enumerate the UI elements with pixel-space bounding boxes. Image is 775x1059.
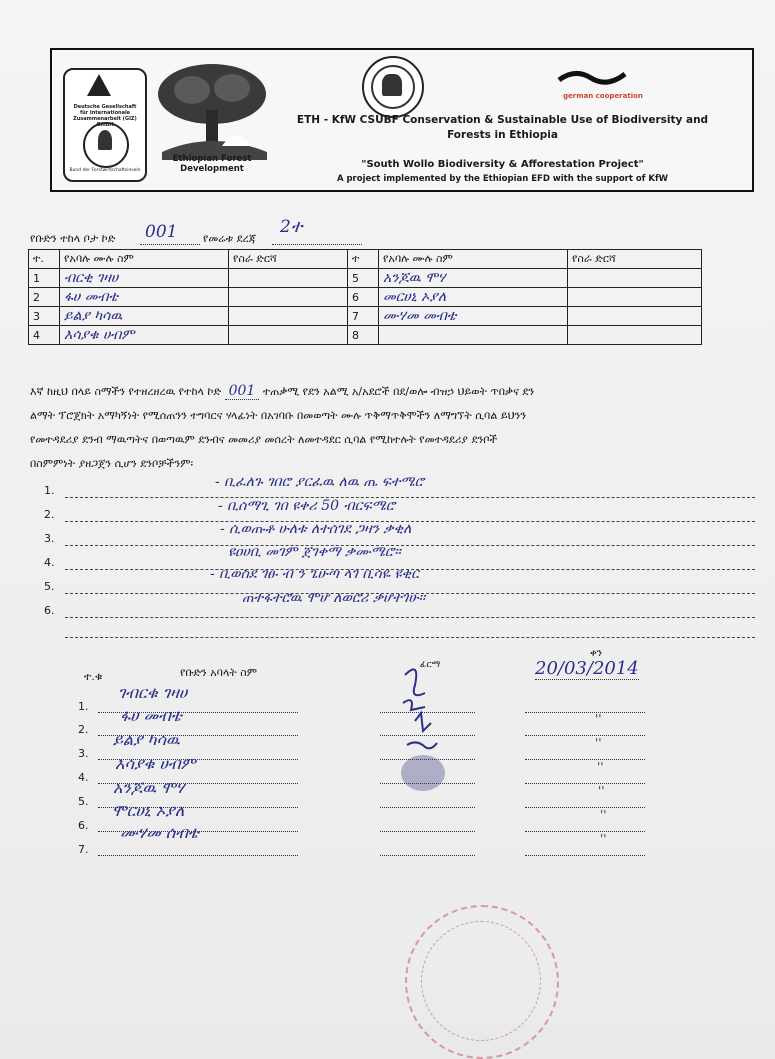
agreement-code-value: 001 — [225, 383, 260, 400]
rule-number: 5. — [44, 580, 55, 593]
table-header-cell: የስራ ድርሻ — [568, 250, 702, 269]
sig-row-number: 7. — [78, 843, 89, 856]
efd-tree-logo — [152, 60, 272, 174]
signature-mark-3 — [415, 713, 431, 731]
fingerprint-mark — [401, 755, 445, 791]
rule-line-blank — [65, 637, 755, 638]
sig-date-line — [525, 769, 645, 784]
signature-mark-2 — [403, 700, 425, 710]
row-number: 4 — [29, 326, 60, 345]
sig-date-line — [525, 698, 645, 713]
agreement-line-3: የመተዳደሪያ ደንብ ማዉጣትና በወጣዉም ደንብና መመሪያ መሰረት ለመተዳደር ሲባል የሚከተሉት የመተዳደሪያ ደንቦች — [30, 433, 498, 446]
rule-text: - ቢወስደ ገፁ ብ ን ጌሁጣ ላገ ቢሳዬ ዩቂር — [210, 566, 419, 582]
row-number: 7 — [348, 307, 379, 326]
wave-icon — [557, 66, 627, 88]
member-name: ፋሀ መብቴ — [60, 288, 229, 307]
row-number: 5 — [348, 269, 379, 288]
giz-logo — [63, 68, 147, 182]
rule-number: 3. — [44, 532, 55, 545]
member-role — [229, 307, 348, 326]
row-number: 6 — [348, 288, 379, 307]
member-role — [229, 288, 348, 307]
efd-caption: Ethiopian Forest Development — [172, 154, 252, 174]
project-title — [295, 113, 710, 143]
member-name: አንጆዉ ሞሃ — [379, 269, 568, 288]
sig-date-line — [525, 793, 645, 808]
rule-number: 1. — [44, 484, 55, 497]
rule-number: 6. — [44, 604, 55, 617]
member-name — [379, 326, 568, 345]
member-name: እሳያቁ ሀብም — [60, 326, 229, 345]
agreement-line-1 — [30, 379, 735, 404]
row-number: 8 — [348, 326, 379, 345]
forestry-seal-icon — [83, 122, 129, 168]
table-header-cell: ተ — [348, 250, 379, 269]
member-name: መርሀኒ ኦያለ — [379, 288, 568, 307]
table-header-cell: የስራ ድርሻ — [229, 250, 348, 269]
sig-date-line — [525, 721, 645, 736]
sig-member-name: ይልያ ካሳዉ — [113, 730, 180, 749]
rule-line — [65, 497, 755, 498]
member-role — [229, 326, 348, 345]
sig-col-sign-header: ፊርማ — [420, 660, 441, 670]
sig-row-number: 6. — [78, 819, 89, 832]
rule-text: - ቢሰማጊ ገበ ዩቀሪ 50 ብርፍሜሮ — [218, 498, 396, 514]
rule-text: - ሲወጡቶ ሁለቱ ለተሰገደ ጋዛን ቃቂለ — [220, 521, 412, 537]
sig-date-line — [525, 841, 645, 856]
sig-date-ditto: '' — [600, 832, 607, 846]
table-row — [29, 307, 702, 326]
table-row — [29, 326, 702, 345]
giz-logo-text: Deutsche Gesellschaft für Internationale Zusammenarbeit (GIZ) GmbH — [73, 104, 137, 128]
animal-icon — [382, 74, 402, 96]
sig-member-name: ሙሃመ ሰብቴ — [120, 823, 199, 842]
grade-label: የመሬቱ ደረጃ — [203, 232, 257, 245]
sig-col-num-header: ተ.ቁ — [84, 670, 103, 683]
table-header-cell: የአባሉ ሙሉ ስም — [60, 250, 229, 269]
row-number: 3 — [29, 307, 60, 326]
sig-member-name: አንጆዉ ሞሃ — [113, 778, 185, 797]
member-role — [568, 307, 702, 326]
project-subtitle — [295, 158, 710, 186]
project-title-line-2: Forests in Ethiopia — [447, 129, 558, 141]
table-header-row — [29, 250, 702, 269]
rule-number: 4. — [44, 556, 55, 569]
signature-mark-1 — [405, 669, 425, 695]
agreement-line-1-rest: ተጠቃሚ የደን አልሚ አ/አደሮች በደ/ወሎ ብዝኃ ህይወት ጥበቃና ደን — [262, 385, 535, 398]
table-header-cell: ተ. — [29, 250, 60, 269]
signature-marks — [385, 655, 485, 845]
row-number: 1 — [29, 269, 60, 288]
sig-date-ditto: '' — [597, 760, 604, 774]
sig-date-line — [525, 745, 645, 760]
member-role — [229, 269, 348, 288]
table-row — [29, 269, 702, 288]
sig-name-line — [98, 841, 298, 856]
project-subtitle-line-2: A project implemented by the Ethiopian EFD with the support of KfW — [336, 174, 669, 184]
rule-text: ዩዐሀቢ መገም ጀገቀማ ቃሙሜሮ፡፡ — [228, 544, 401, 560]
rule-text: - ቢፈለጉ ገበሮ ያርፈዉ ለዉ ጤ ፍተሜሮ — [215, 474, 424, 490]
sig-member-name: ገብርቁ ገዛሀ — [118, 683, 188, 702]
sig-col-date-header: ቀን — [590, 648, 602, 659]
agreement-line-2: ልማት ፕሮጀክት አማካኝነት የሚሰጠንን ተግባርና ሃላፊነት በአገባቡ በመወጣት ሙሉ ጥቅማጥቅሞችን ለማግኘት ሲባል ይህንን — [30, 409, 527, 422]
table-row — [29, 288, 702, 307]
sig-row-number: 3. — [78, 747, 89, 760]
agreement-line-1-text: እኛ ከዚህ በላይ ስማችን የተዘረዘረዉ የተከላ ኮድ — [30, 385, 222, 398]
sig-member-name: ፋሀ መብቴ — [120, 706, 182, 725]
table-header-cell: የአባሉ ሙሉ ስም — [379, 250, 568, 269]
member-name: ብርቂ ገዛሀ — [60, 269, 229, 288]
csubf-seal-logo — [362, 56, 424, 118]
signature-mark-4 — [407, 742, 437, 748]
sig-date-ditto: '' — [595, 712, 602, 726]
tree-triangle-icon — [87, 74, 111, 96]
project-subtitle-line-1: "South Wollo Biodiversity & Afforestation Project" — [361, 159, 644, 170]
sig-col-name-header: የቡድን አባላት ስም — [180, 666, 257, 679]
project-title-line-1: ETH - KfW CSUBF Conservation & Sustainable Use of Biodiversity and — [296, 114, 709, 126]
sig-date-ditto: '' — [600, 808, 607, 822]
member-role — [568, 269, 702, 288]
german-cooperation-logo — [557, 66, 647, 110]
member-role — [568, 326, 702, 345]
group-code-label: የቡድን ተከላ ቦታ ኮድ — [30, 232, 116, 245]
agreement-line-4: በስምምነት ያዘጋጀን ሲሆን ደንቦቻችንም፡ — [30, 457, 194, 470]
group-code-value: 001 — [145, 222, 178, 242]
giz-logo-small-text: Bund der Forstwirtschaftsinseln — [69, 168, 141, 173]
rule-line — [65, 617, 755, 618]
sig-member-name: ሞርሀኒ ኦያለ — [112, 801, 185, 820]
sig-row-number: 5. — [78, 795, 89, 808]
sig-date-ditto: '' — [598, 784, 605, 798]
sig-member-name: እሳያቁ ሀብም — [115, 754, 196, 773]
sig-date-line — [525, 817, 645, 832]
sig-date-ditto: '' — [595, 736, 602, 750]
member-name: ይልያ ካሳዉ — [60, 307, 229, 326]
rule-line — [65, 545, 755, 546]
agreement-paragraph — [30, 379, 735, 476]
german-cooperation-text: german cooperation — [563, 92, 643, 100]
tree-icon — [152, 60, 272, 168]
members-table — [28, 249, 702, 345]
official-stamp — [405, 905, 559, 1059]
row-number: 2 — [29, 288, 60, 307]
grade-value: 2ተ — [280, 217, 303, 237]
member-role — [568, 288, 702, 307]
sig-row-number: 4. — [78, 771, 89, 784]
rule-number: 2. — [44, 508, 55, 521]
sig-row-number: 2. — [78, 723, 89, 736]
rule-text: ጠተፋተሮዉ ሞሆ ለወሮሪ ቃሆተገሁ፡፡ — [242, 590, 426, 606]
sig-date-value: 20/03/2014 — [535, 658, 639, 679]
member-name: ሙሃመ መብቴ — [379, 307, 568, 326]
sig-row-number: 1. — [78, 700, 89, 713]
